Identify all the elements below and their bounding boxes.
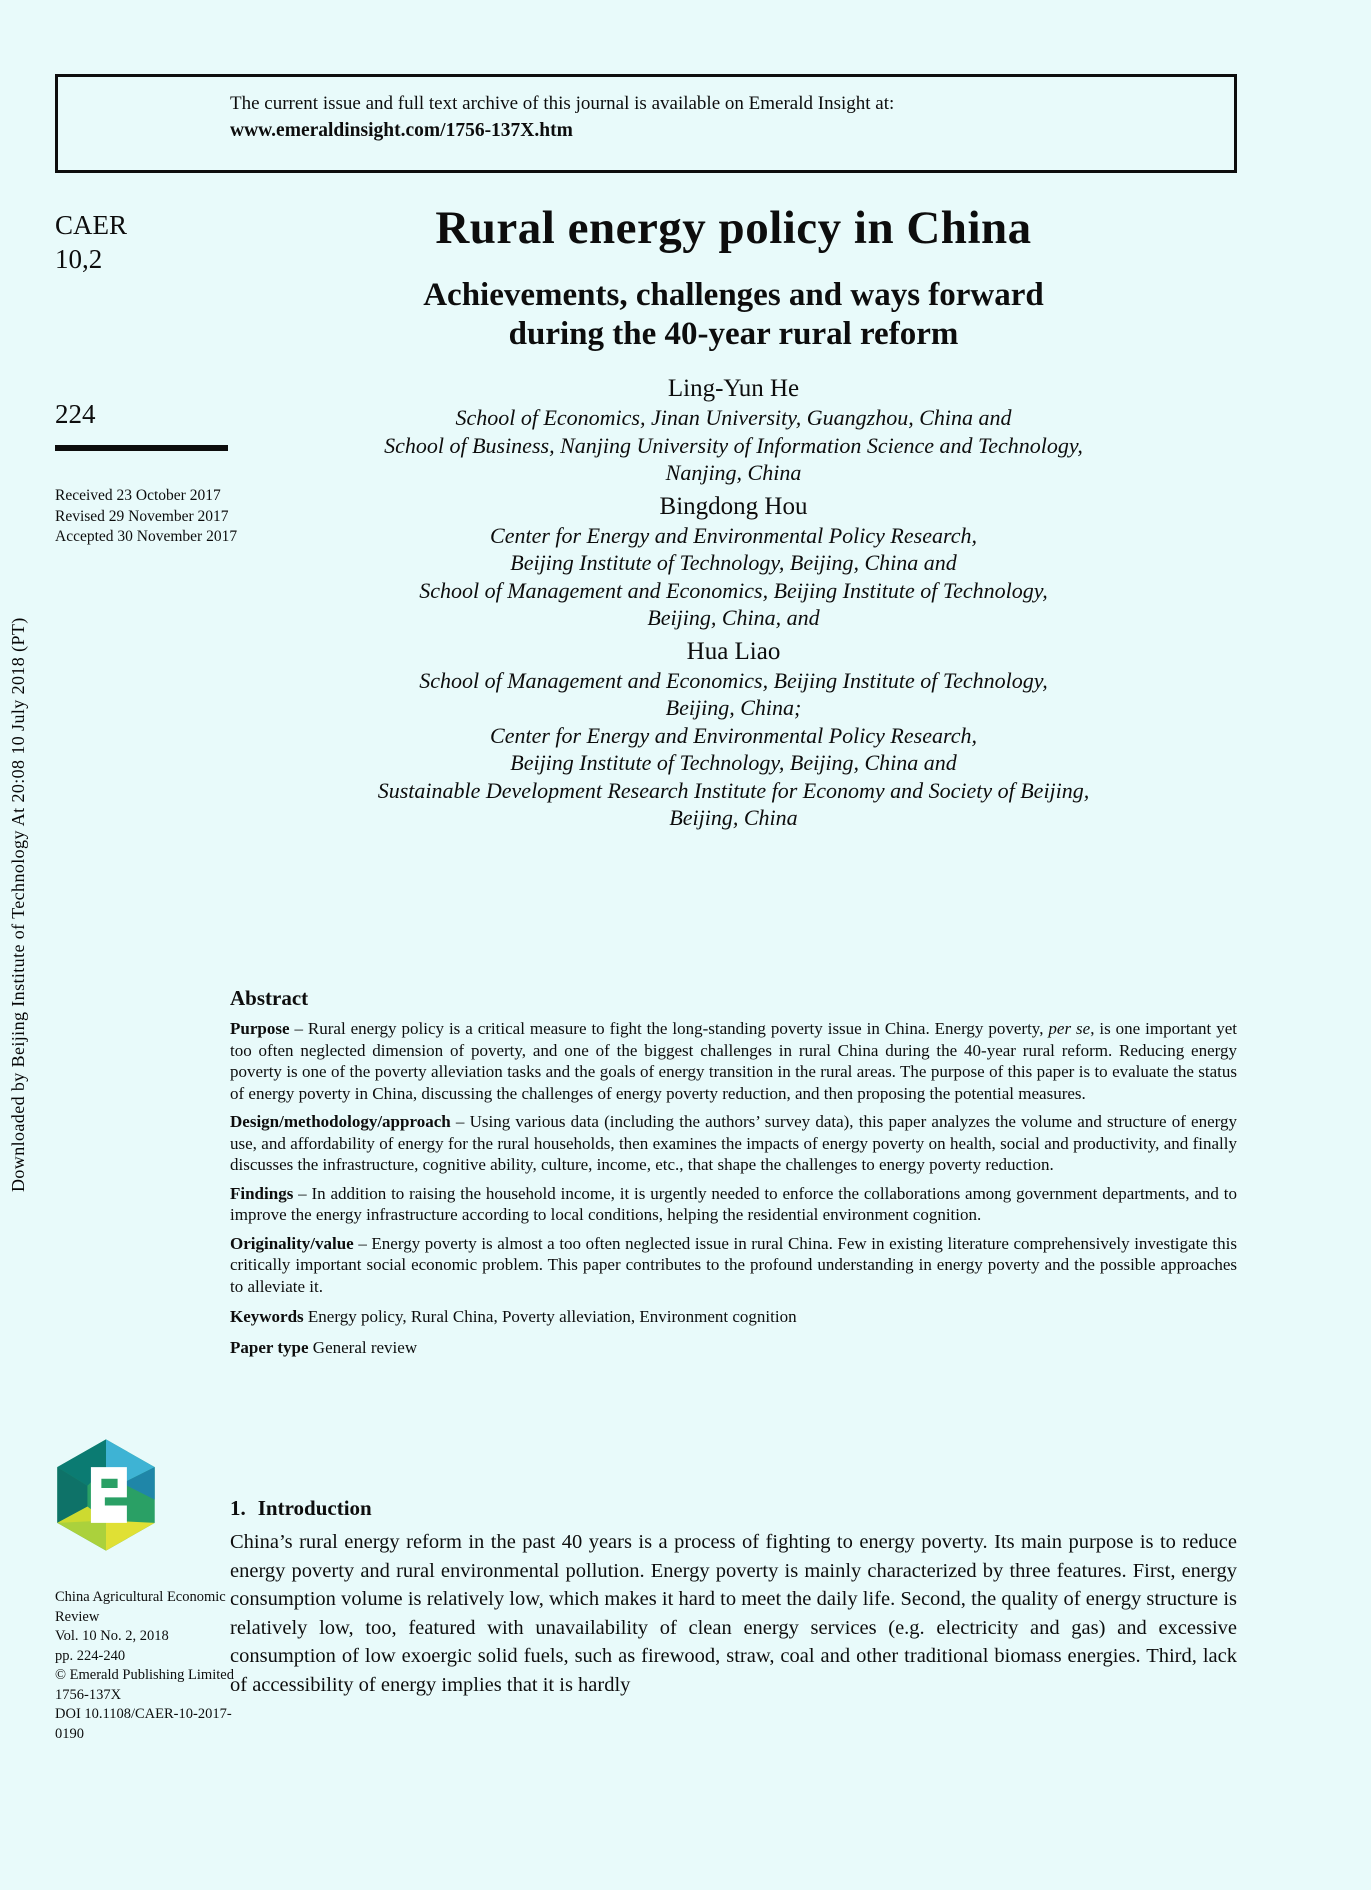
abstract-findings-label: Findings	[230, 1183, 294, 1203]
abstract-purpose-label: Purpose	[230, 1019, 290, 1038]
introduction-section	[230, 1495, 1237, 1699]
citation-pages: pp. 224-240	[55, 1647, 126, 1664]
affiliation-line: School of Management and Economics, Beijing Institute of Technology,	[419, 577, 1048, 603]
abstract-findings-text: – In addition to raising the household income, it is urgently needed to enforce the collaborations among government departments, and to improve the energy infrastructure according to local conditions, helping the residential environment cognition.	[230, 1183, 1237, 1224]
citation-block	[55, 1588, 245, 1744]
author-affiliation-3	[230, 667, 1237, 832]
journal-abbrev: CAER	[55, 210, 128, 240]
citation-doi: DOI 10.1108/CAER-10-2017-0190	[55, 1706, 232, 1742]
article-header	[230, 0, 1237, 832]
author-affiliation-1	[230, 404, 1237, 487]
abstract-purpose	[230, 1018, 1237, 1104]
paper-type-label: Paper type	[230, 1337, 309, 1357]
affiliation-line: Beijing Institute of Technology, Beijing, China and	[510, 750, 957, 775]
journal-abbrev-block	[55, 208, 127, 276]
introduction-heading-text: Introduction	[257, 1496, 372, 1520]
abstract-section	[230, 985, 1237, 1358]
abstract-findings	[230, 1183, 1237, 1226]
paper-type-line	[230, 1337, 1237, 1359]
affiliation-line: Sustainable Development Research Institute for Economy and Society of Beijing,	[377, 777, 1090, 803]
page-number: 224	[55, 399, 96, 429]
article-subtitle	[230, 276, 1237, 354]
download-watermark: Downloaded by Beijing Institute of Technology At 20:08 10 July 2018 (PT)	[8, 617, 28, 1192]
keywords-text: Energy policy, Rural China, Poverty alleviation, Environment cognition	[303, 1307, 797, 1326]
abstract-design-label: Design/methodology/approach	[230, 1112, 451, 1131]
archive-notice-text: The current issue and full text archive of this journal is available on Emerald Insight at:	[230, 93, 895, 114]
article-subtitle-line2: during the 40-year rural reform	[508, 316, 959, 352]
affiliation-line: Center for Energy and Environmental Policy Research,	[490, 522, 977, 548]
affiliation-line: Beijing, China	[669, 805, 798, 830]
affiliation-line: School of Business, Nanjing University of Information Science and Technology,	[384, 432, 1083, 458]
introduction-body: China’s rural energy reform in the past 40 years is a process of fighting to energy poverty. Its main purpose is to reduce energy poverty and rural environmental pollution. Energy poverty is mainly characterized by three features. First, energy consumption volume is relatively low, which makes it hard to meet the daily life. Second, the quality of energy structure is relatively low, too, featured with unavailability of clean energy services (e.g. electricity and gas) and excessive consumption of low exoergic solid fuels, such as firewood, straw, coal and other traditional biomass energies. Third, lack of accessibility of energy implies that it is hardly	[230, 1531, 1237, 1696]
citation-issn: 1756-137X	[55, 1686, 122, 1703]
journal-archive-url[interactable]: www.emeraldinsight.com/1756-137X.htm	[230, 120, 573, 141]
introduction-heading-number: 1.	[230, 1496, 246, 1520]
article-history	[55, 486, 237, 548]
abstract-originality	[230, 1233, 1237, 1298]
affiliation-line: Beijing, China, and	[647, 605, 820, 630]
journal-issue: 10,2	[55, 244, 103, 274]
affiliation-line: School of Economics, Jinan University, Guangzhou, China and	[455, 405, 1012, 430]
abstract-originality-text: – Energy poverty is almost a too often neglected issue in rural China. Few in existing literature comprehensively investigate this critically important social economic problem. This paper contributes to the profound understanding in energy poverty and the possible approaches to alleviate it.	[230, 1233, 1237, 1296]
abstract-originality-label: Originality/value	[230, 1233, 354, 1253]
paper-type-text: General review	[308, 1337, 418, 1357]
affiliation-line: Beijing Institute of Technology, Beijing, China and	[510, 550, 957, 575]
author-affiliation-2	[230, 522, 1237, 632]
affiliation-line: Beijing, China;	[665, 695, 802, 720]
author-name-1: Ling-Yun He	[667, 375, 800, 402]
citation-copyright: © Emerald Publishing Limited	[55, 1667, 234, 1683]
accepted-date: Accepted 30 November 2017	[55, 528, 238, 545]
emerald-logo-icon	[48, 1437, 164, 1553]
article-subtitle-line1: Achievements, challenges and ways forward	[423, 277, 1044, 313]
citation-journal: China Agricultural Economic Review	[55, 1589, 226, 1625]
author-name-3: Hua Liao	[686, 637, 781, 665]
abstract-purpose-text-italic: per se	[1048, 1019, 1091, 1038]
revised-date: Revised 29 November 2017	[55, 507, 229, 525]
author-name-2: Bingdong Hou	[659, 492, 808, 520]
citation-volume: Vol. 10 No. 2, 2018	[55, 1628, 169, 1644]
abstract-design	[230, 1111, 1237, 1176]
affiliation-line: Nanjing, China	[665, 460, 802, 485]
abstract-heading: Abstract	[230, 986, 309, 1010]
introduction-heading	[230, 1495, 1237, 1521]
page-number-rule	[55, 445, 228, 451]
affiliation-line: Center for Energy and Environmental Policy Research,	[490, 722, 977, 748]
affiliation-line: School of Management and Economics, Beijing Institute of Technology,	[419, 667, 1048, 693]
article-title: Rural energy policy in China	[435, 202, 1032, 254]
abstract-purpose-text-post: , is one important yet too often neglected dimension of poverty, and one of the biggest challenges in rural China during the 40-year rural reform. Reducing energy poverty is one of the poverty alleviation tasks and the goals of energy transition in the rural areas. The purpose of this paper is to evaluate the status of energy poverty in China, discussing the challenges of energy poverty reduction, and then proposing the potential measures.	[230, 1019, 1237, 1103]
abstract-design-text: – Using various data (including the authors’ survey data), this paper analyzes the volume and structure of energy use, and affordability of energy for the rural households, then examines the impacts of energy poverty on health, social and productivity, and finally discusses the infrastructure, cognitive ability, culture, income, etc., that shape the challenges to energy poverty reduction.	[230, 1112, 1237, 1174]
keywords-label: Keywords	[230, 1307, 304, 1326]
keywords-line	[230, 1306, 1237, 1328]
abstract-purpose-text-pre: – Rural energy policy is a critical measure to fight the long-standing poverty issue in China. Energy poverty,	[289, 1019, 1049, 1038]
received-date: Received 23 October 2017	[55, 487, 221, 504]
